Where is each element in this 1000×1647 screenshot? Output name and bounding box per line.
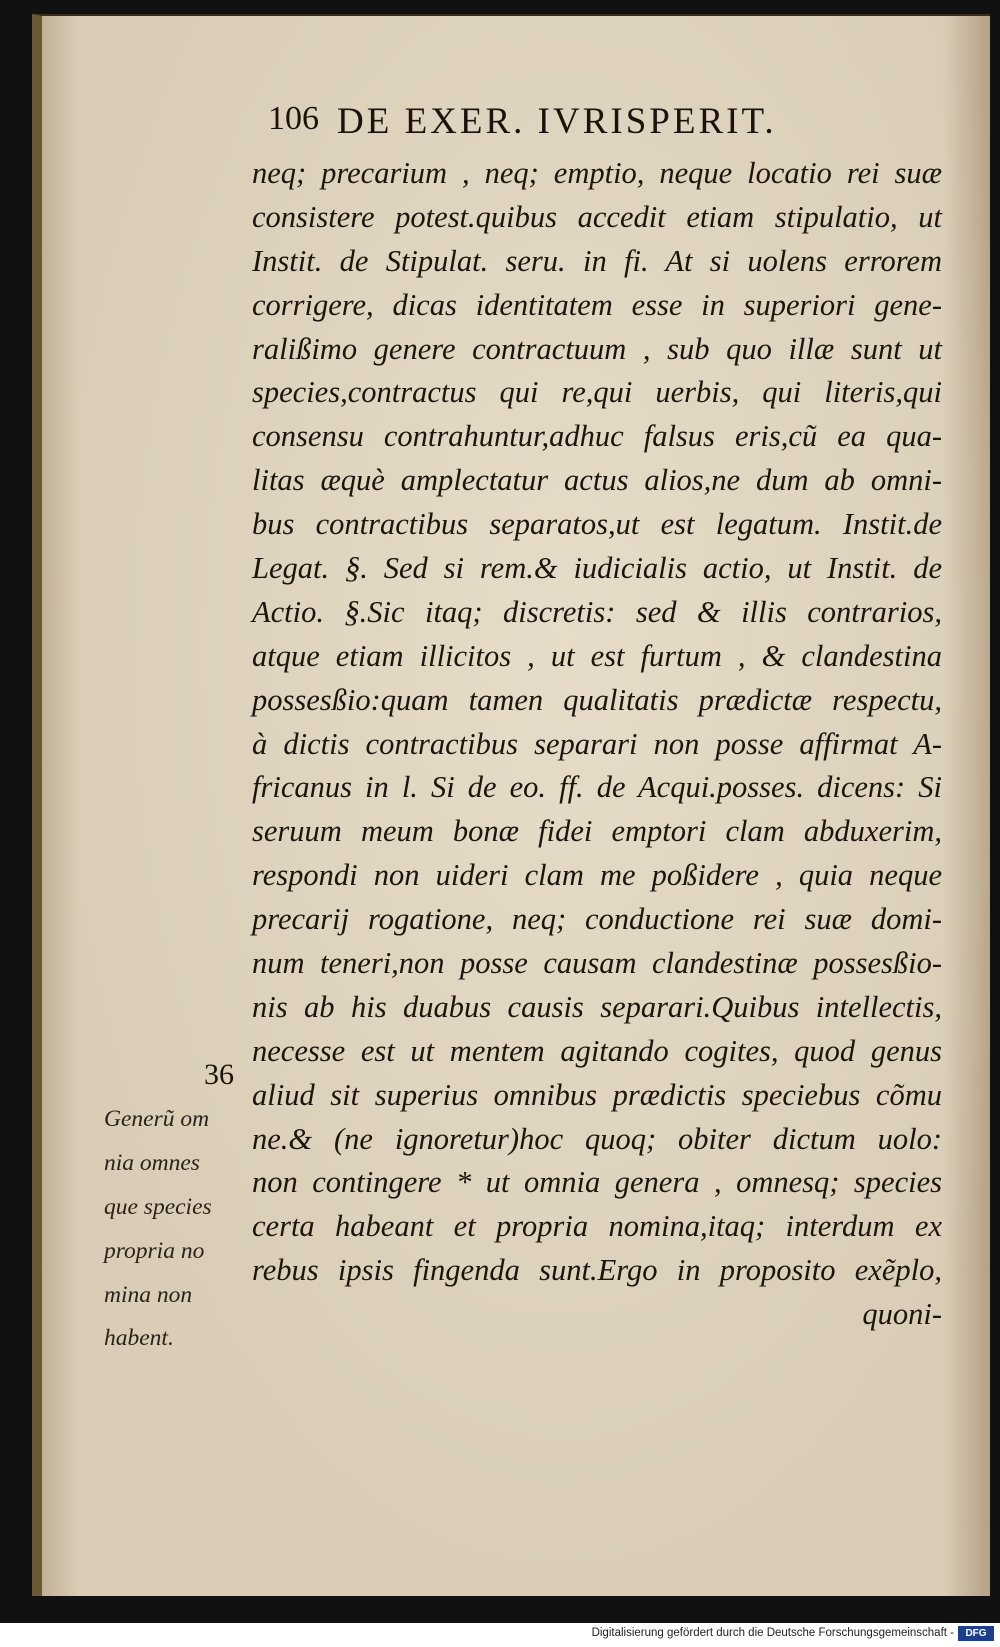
text-line: consistere potest.quibus accedit etiam stipulatio, ut bbox=[252, 199, 942, 234]
marginal-note-line: Generũ om bbox=[104, 1106, 210, 1132]
text-line: aliud sit superius omnibus prædictis speciebus cõmu bbox=[252, 1077, 942, 1112]
catchword: quoni- bbox=[862, 1297, 942, 1332]
text-line: corrigere, dicas identitatem esse in superiori gene- bbox=[252, 287, 942, 322]
text-line: Actio. §.Sic itaq; discretis: sed & illis contrarios, bbox=[252, 594, 942, 629]
running-head bbox=[268, 100, 908, 143]
text-line: respondi non uideri clam me poßidere , quia neque bbox=[252, 858, 942, 893]
text-line: nis ab his duabus causis separari.Quibus intellectis, bbox=[252, 989, 942, 1024]
text-line: Instit. de Stipulat. seru. in fi. At si uolens errorem bbox=[252, 243, 942, 278]
text-line: num teneri,non posse causam clandestinæ possesßio- bbox=[252, 946, 942, 981]
text-line: bus contractibus separatos,ut est legatum. Instit.de bbox=[252, 507, 942, 542]
dfg-logo: DFG bbox=[958, 1626, 994, 1641]
text-line: certa habeant et propria nomina,itaq; interdum ex bbox=[252, 1209, 942, 1244]
text-line: non contingere * ut omnia genera , omnesq; species bbox=[252, 1165, 942, 1200]
text-line: litas æquè amplectatur actus alios,ne dum ab omni- bbox=[252, 463, 942, 498]
text-line: species,contractus qui re,qui uerbis, qui literis,qui bbox=[252, 375, 942, 410]
text-line: precarij rogatione, neq; conductione rei suæ domi- bbox=[252, 902, 942, 937]
running-title: DE EXER. IVRISPERIT. bbox=[337, 101, 777, 142]
body-text bbox=[252, 152, 942, 1337]
text-line: fricanus in l. Si de eo. ff. de Acqui.posses. dicens: Si bbox=[252, 770, 942, 805]
text-line: neq; precarium , neq; emptio, neque locatio rei suæ bbox=[252, 156, 942, 190]
text-line: consensu contrahuntur,adhuc falsus eris,cũ ea qua- bbox=[252, 419, 942, 454]
text-line: à dictis contractibus separari non posse affirmat A- bbox=[252, 726, 942, 761]
marginal-note-line: mina non bbox=[104, 1281, 193, 1308]
text-line: atque etiam illicitos , ut est furtum , & clandestina bbox=[252, 638, 942, 673]
text-line: ralißimo genere contractuum , sub quo illæ sunt ut bbox=[252, 331, 942, 366]
marginal-note-line: que species bbox=[104, 1193, 212, 1220]
page-number: 106 bbox=[268, 100, 319, 137]
text-line: necesse est ut mentem agitando cogites, quod genus bbox=[252, 1033, 942, 1068]
margin-number: 36 bbox=[204, 1058, 234, 1091]
funding-credit: Digitalisierung gefördert durch die Deutsche Forschungsgemeinschaft - bbox=[591, 1627, 954, 1639]
text-line: seruum meum bonæ fidei emptori clam abduxerim, bbox=[252, 814, 942, 849]
text-line: Legat. §. Sed si rem.& iudicialis actio, ut Instit. de bbox=[252, 551, 942, 586]
text-line: ne.& (ne ignoretur)hoc quoq; obiter dictum uolo: bbox=[252, 1121, 942, 1156]
marginal-note-line: propria no bbox=[104, 1237, 205, 1264]
marginal-note-line: nia omnes bbox=[104, 1149, 200, 1176]
marginal-note bbox=[104, 1098, 244, 1361]
marginal-note-line: habent. bbox=[104, 1325, 174, 1352]
text-line: possesßio:quam tamen qualitatis prædictæ respectu, bbox=[252, 682, 942, 717]
text-line: rebus ipsis fingenda sunt.Ergo in proposito exẽplo, bbox=[252, 1253, 942, 1288]
